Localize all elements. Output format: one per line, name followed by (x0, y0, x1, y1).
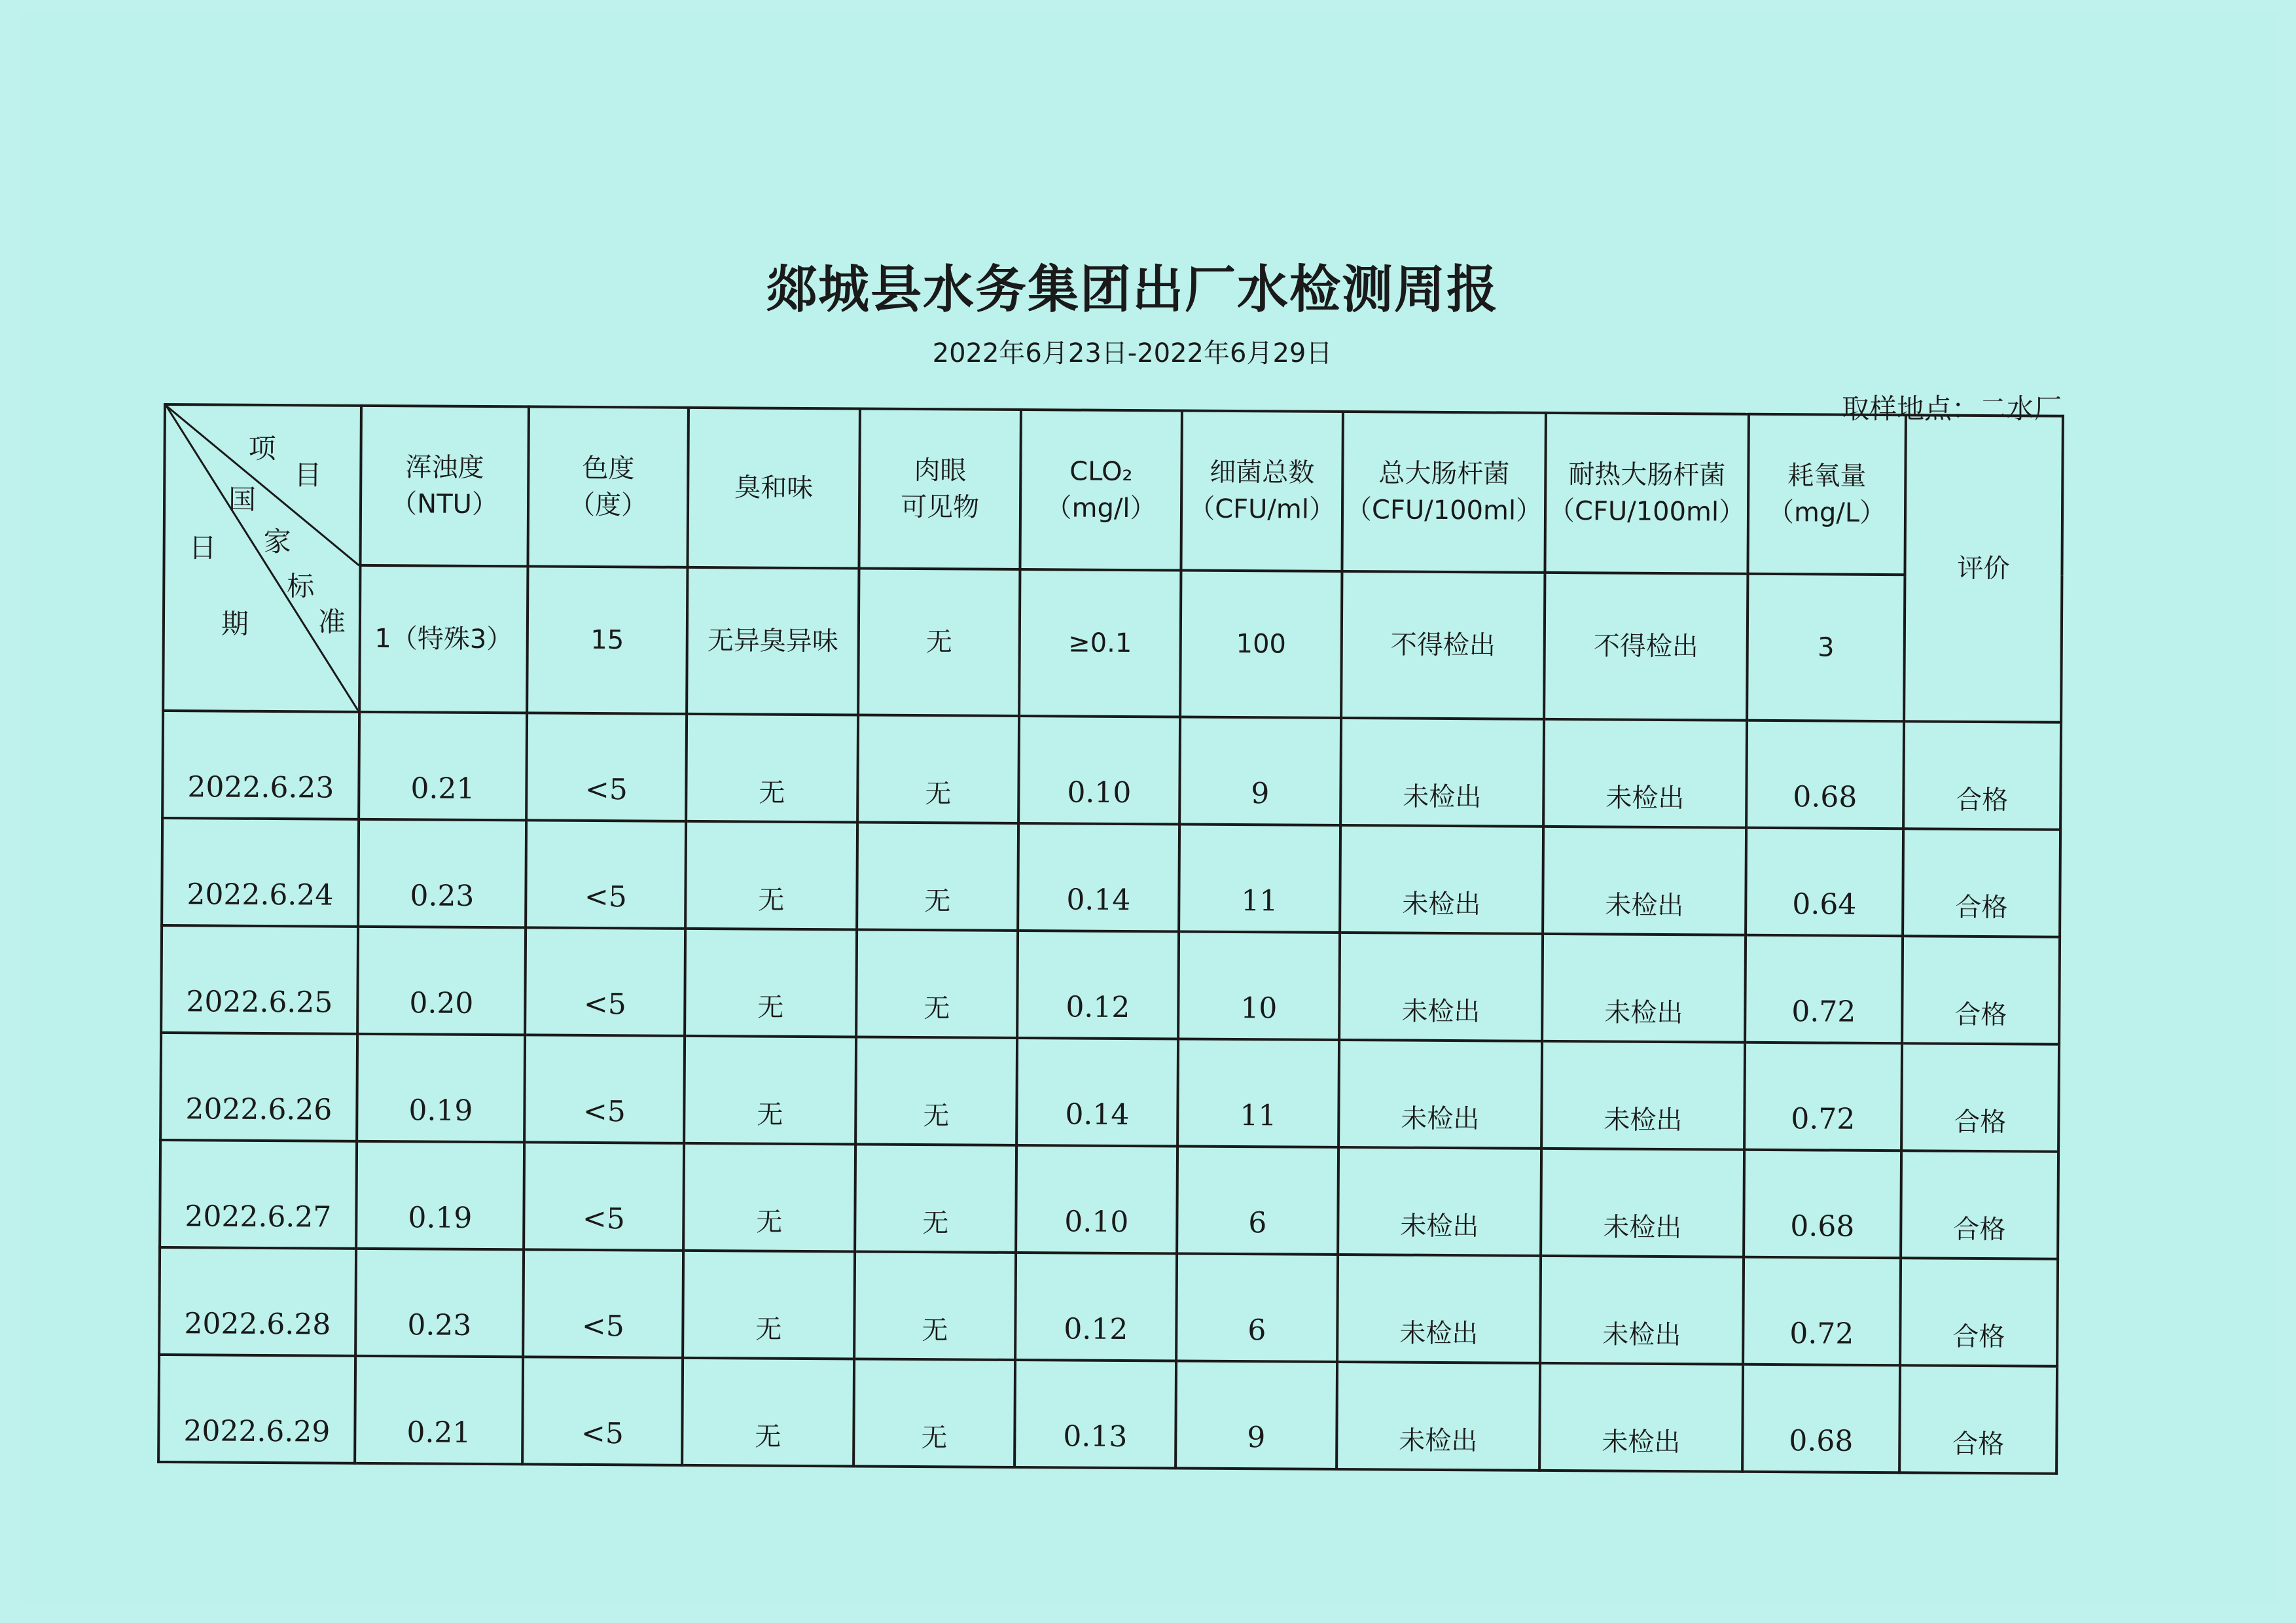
cell-oxygen: 0.72 (1743, 1257, 1901, 1365)
std-bacteria: 100 (1180, 571, 1342, 718)
cell-color: <5 (524, 1142, 684, 1250)
col-name: 细菌总数 (1210, 457, 1315, 488)
table-row (159, 1247, 2058, 1366)
cell-coliform: 未检出 (1340, 825, 1543, 934)
cell-color: <5 (524, 1035, 685, 1143)
cell-clo2: 0.12 (1017, 931, 1179, 1039)
table-row (158, 1355, 2057, 1474)
cell-bacteria: 11 (1177, 1039, 1339, 1147)
col-header-clo2 (1020, 410, 1181, 570)
cell-evaluation: 合格 (1902, 936, 2060, 1044)
cell-date: 2022.6.24 (162, 818, 359, 927)
cell-evaluation: 合格 (1903, 829, 2060, 936)
corner-date-char-1: 日 (188, 531, 217, 564)
cell-date: 2022.6.29 (158, 1355, 355, 1463)
cell-clo2: 0.14 (1018, 823, 1179, 931)
cell-turbidity: 0.23 (358, 819, 526, 928)
cell-color: <5 (523, 1249, 683, 1357)
col-header-thermo-coliform (1545, 413, 1748, 574)
cell-clo2: 0.10 (1018, 716, 1180, 824)
col-header-coliform (1342, 412, 1545, 573)
col-name: 臭和味 (734, 473, 814, 504)
cell-visible: 无 (853, 1359, 1015, 1467)
cell-oxygen: 0.64 (1746, 828, 1903, 936)
cell-thermo-coliform: 未检出 (1540, 1256, 1744, 1364)
corner-item-char-1: 项 (248, 432, 276, 465)
table-row (162, 818, 2060, 937)
cell-coliform: 未检出 (1338, 1040, 1542, 1149)
cell-odor: 无 (685, 821, 857, 930)
cell-bacteria: 9 (1175, 1361, 1337, 1469)
cell-date: 2022.6.25 (161, 925, 358, 1034)
cell-evaluation: 合格 (1903, 721, 2061, 829)
table-row (162, 711, 2061, 830)
corner-std-char-3: 标 (287, 570, 315, 603)
cell-turbidity: 0.21 (359, 712, 527, 821)
cell-thermo-coliform: 未检出 (1543, 719, 1747, 828)
col-unit: （CFU/100ml） (1548, 495, 1746, 527)
cell-evaluation: 合格 (1900, 1258, 2058, 1366)
cell-coliform: 未检出 (1340, 718, 1544, 827)
table-row (160, 1140, 2058, 1259)
corner-date-char-2: 期 (221, 607, 249, 640)
cell-date: 2022.6.27 (160, 1140, 357, 1249)
cell-date: 2022.6.28 (159, 1247, 356, 1356)
col-name: 耐热大肠杆菌 (1568, 459, 1726, 491)
cell-oxygen: 0.72 (1744, 1043, 1902, 1150)
cell-thermo-coliform: 未检出 (1543, 827, 1746, 935)
col-name: 肉眼 (914, 455, 967, 486)
std-coliform: 不得检出 (1341, 571, 1545, 719)
cell-coliform: 未检出 (1337, 1255, 1541, 1363)
cell-evaluation: 合格 (1901, 1150, 2058, 1258)
corner-diagonal-cell (163, 404, 361, 712)
col-unit: （CFU/ml） (1189, 493, 1336, 525)
cell-color: <5 (522, 1357, 683, 1465)
cell-odor: 无 (683, 1143, 855, 1252)
std-odor: 无异臭异味 (687, 567, 859, 715)
cell-bacteria: 10 (1178, 931, 1340, 1039)
cell-evaluation: 合格 (1899, 1365, 2057, 1473)
col-unit: （CFU/100ml） (1345, 495, 1543, 526)
cell-thermo-coliform: 未检出 (1541, 1041, 1745, 1150)
col-unit: 可见物 (900, 491, 980, 523)
corner-std-char-1: 国 (228, 483, 257, 516)
report-title: 郯城县水务集团出厂水检测周报 (765, 260, 1499, 319)
cell-turbidity: 0.19 (357, 1034, 525, 1143)
col-unit: （度） (568, 490, 648, 521)
std-turbidity: 1（特殊3） (359, 565, 528, 713)
sampling-location: 取样地点：二水厂 (1841, 393, 2062, 425)
table-row (160, 1033, 2059, 1152)
document-page (20, 13, 2278, 1603)
cell-coliform: 未检出 (1338, 1147, 1541, 1256)
cell-bacteria: 6 (1177, 1146, 1338, 1254)
cell-thermo-coliform: 未检出 (1541, 1149, 1744, 1257)
col-name: 浑浊度 (405, 452, 484, 483)
cell-date: 2022.6.26 (160, 1033, 357, 1141)
standard-row (163, 564, 2062, 722)
cell-visible: 无 (857, 822, 1018, 930)
cell-odor: 无 (685, 929, 857, 1037)
cell-clo2: 0.13 (1014, 1360, 1176, 1468)
std-thermo-coliform: 不得检出 (1544, 573, 1748, 721)
table-row (161, 925, 2060, 1044)
cell-turbidity: 0.21 (355, 1356, 523, 1465)
cell-odor: 无 (682, 1358, 854, 1467)
cell-evaluation: 合格 (1901, 1043, 2059, 1151)
col-header-evaluation: 评价 (1904, 415, 2063, 722)
cell-bacteria: 11 (1179, 824, 1340, 932)
col-unit: （mg/l） (1045, 493, 1157, 524)
cell-visible: 无 (855, 1037, 1017, 1145)
col-header-color (528, 406, 688, 567)
cell-visible: 无 (856, 929, 1018, 1037)
report-period: 2022年6月23日-2022年6月29日 (932, 338, 1333, 368)
cell-clo2: 0.10 (1016, 1145, 1177, 1253)
cell-color: <5 (526, 713, 687, 821)
cell-color: <5 (526, 820, 686, 928)
std-oxygen: 3 (1747, 574, 1905, 721)
cell-bacteria: 9 (1179, 717, 1341, 825)
cell-turbidity: 0.20 (357, 927, 526, 1035)
col-header-odor (687, 408, 859, 569)
cell-oxygen: 0.68 (1742, 1364, 1900, 1472)
cell-turbidity: 0.19 (356, 1141, 524, 1250)
col-header-visible (859, 408, 1020, 569)
cell-odor: 无 (683, 1251, 855, 1359)
corner-item-char-2: 目 (294, 459, 322, 491)
std-visible: 无 (858, 568, 1020, 715)
cell-clo2: 0.12 (1015, 1253, 1177, 1361)
std-color: 15 (527, 566, 687, 713)
cell-bacteria: 6 (1176, 1253, 1338, 1361)
col-name: 色度 (582, 453, 635, 484)
cell-visible: 无 (857, 715, 1019, 823)
cell-clo2: 0.14 (1016, 1038, 1178, 1146)
col-unit: （mg/L） (1767, 497, 1886, 529)
col-header-oxygen (1748, 414, 1905, 575)
cell-visible: 无 (854, 1251, 1016, 1359)
cell-coliform: 未检出 (1339, 933, 1543, 1041)
water-quality-table (157, 403, 2064, 1475)
cell-oxygen: 0.68 (1744, 1150, 1901, 1258)
col-header-turbidity (360, 406, 528, 567)
col-name: CLO₂ (1069, 456, 1133, 488)
col-unit: （NTU） (391, 489, 499, 520)
cell-visible: 无 (855, 1144, 1016, 1252)
cell-turbidity: 0.23 (355, 1249, 524, 1357)
col-name: 耗氧量 (1787, 461, 1867, 491)
corner-std-char-4: 准 (317, 605, 346, 638)
cell-date: 2022.6.23 (162, 711, 359, 819)
col-name: 总大肠杆菌 (1378, 458, 1510, 490)
std-clo2: ≥0.1 (1019, 569, 1181, 717)
cell-oxygen: 0.68 (1746, 721, 1904, 829)
cell-oxygen: 0.72 (1745, 935, 1903, 1043)
cell-thermo-coliform: 未检出 (1542, 934, 1746, 1043)
cell-thermo-coliform: 未检出 (1539, 1363, 1743, 1472)
cell-color: <5 (525, 927, 685, 1035)
cell-coliform: 未检出 (1336, 1362, 1540, 1471)
col-header-bacteria (1181, 411, 1342, 571)
header-row (164, 404, 2062, 576)
cell-odor: 无 (686, 714, 858, 823)
corner-std-char-2: 家 (263, 525, 291, 558)
cell-odor: 无 (684, 1036, 856, 1145)
